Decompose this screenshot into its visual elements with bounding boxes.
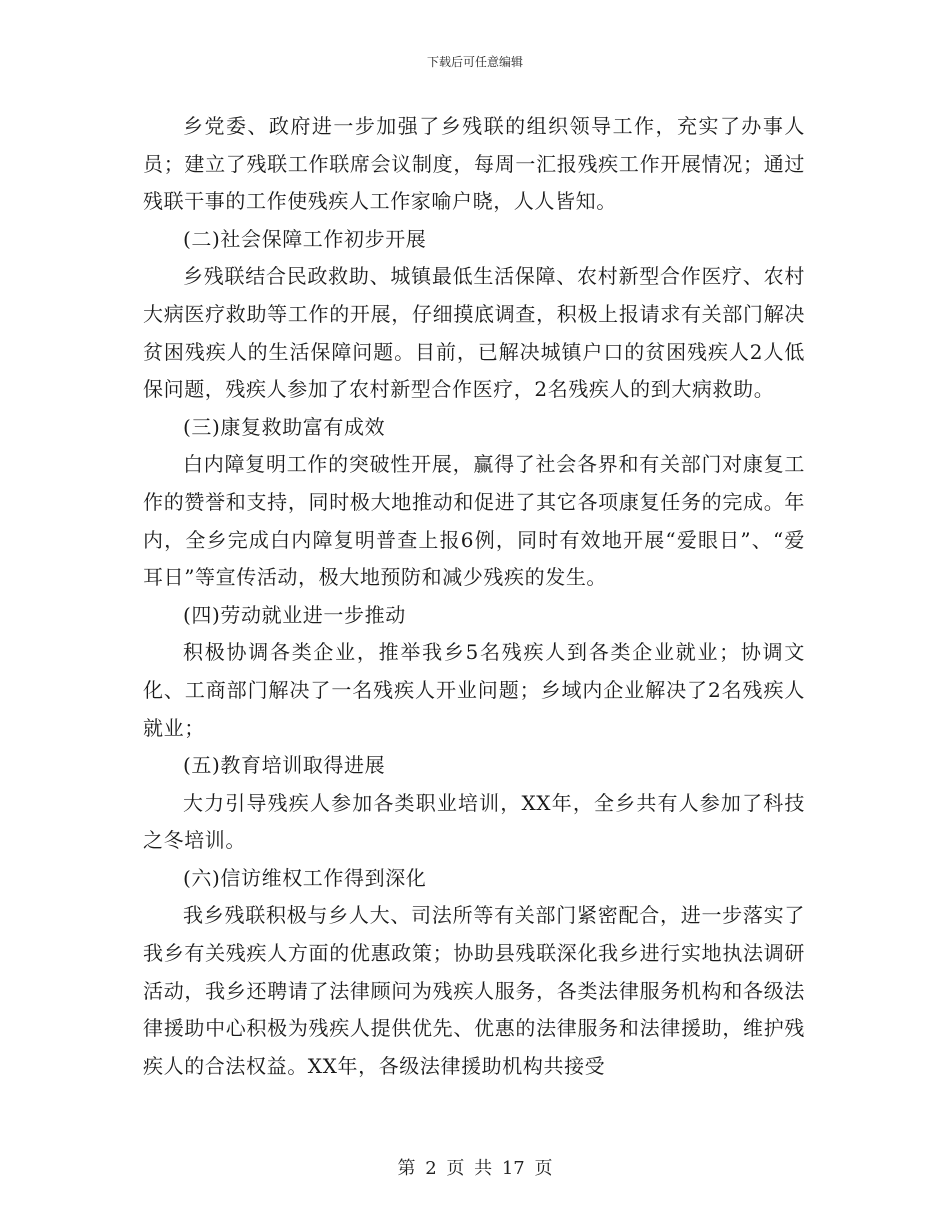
section-heading-rehabilitation: (三)康复救助富有成效 xyxy=(183,414,386,439)
paragraph-rights: 我乡残联积极与乡人大、司法所等有关部门紧密配合，进一步落实了我乡有关残疾人方面的优惠政策；协助县残联深化我乡进行实地执法调研活动，我乡还聘请了法律顾问为残疾人服务，各类法律服务机构和各级法律援助中心积极为残疾人提供优先、优惠的法律服务和法律援助，维护残疾人的合法权益。XX年，各级法律援助机构共接受 xyxy=(143,903,805,1078)
page-header: 下载后可任意编辑 xyxy=(426,55,523,69)
section-heading-employment: (四)劳动就业进一步推动 xyxy=(183,602,406,627)
paragraph-rehabilitation: 白内障复明工作的突破性开展，赢得了社会各界和有关部门对康复工作的赞誉和支持，同时极大地推动和促进了其它各项康复任务的完成。年内，全乡完成白内障复明普查上报6例，同时有效地开展“爱眼日”、“爱耳日”等宣传活动，极大地预防和减少残疾的发生。 xyxy=(143,452,805,590)
document-body xyxy=(143,108,805,1085)
section-heading-rights: (六)信访维权工作得到深化 xyxy=(183,865,427,890)
paragraph-organization: 乡党委、政府进一步加强了乡残联的组织领导工作，充实了办事人员；建立了残联工作联席会议制度，每周一汇报残疾工作开展情况；通过残联干事的工作使残疾人工作家喻户晓，人人皆知。 xyxy=(143,114,805,214)
paragraph-education: 大力引导残疾人参加各类职业培训，XX年，全乡共有人参加了科技之冬培训。 xyxy=(143,790,805,853)
section-heading-social-security: (二)社会保障工作初步开展 xyxy=(183,226,427,251)
paragraph-social-security: 乡残联结合民政救助、城镇最低生活保障、农村新型合作医疗、农村大病医疗救助等工作的开展，仔细摸底调查，积极上报请求有关部门解决贫困残疾人的生活保障问题。目前，已解决城镇户口的贫困残疾人2人低保问题，残疾人参加了农村新型合作医疗，2名残疾人的到大病救助。 xyxy=(143,264,805,402)
section-heading-education: (五)教育培训取得进展 xyxy=(183,753,386,778)
paragraph-employment: 积极协调各类企业，推举我乡5名残疾人到各类企业就业；协调文化、工商部门解决了一名残疾人开业问题；乡域内企业解决了2名残疾人就业； xyxy=(143,640,805,740)
page-number: 第 2 页 共 17 页 xyxy=(397,1158,553,1179)
